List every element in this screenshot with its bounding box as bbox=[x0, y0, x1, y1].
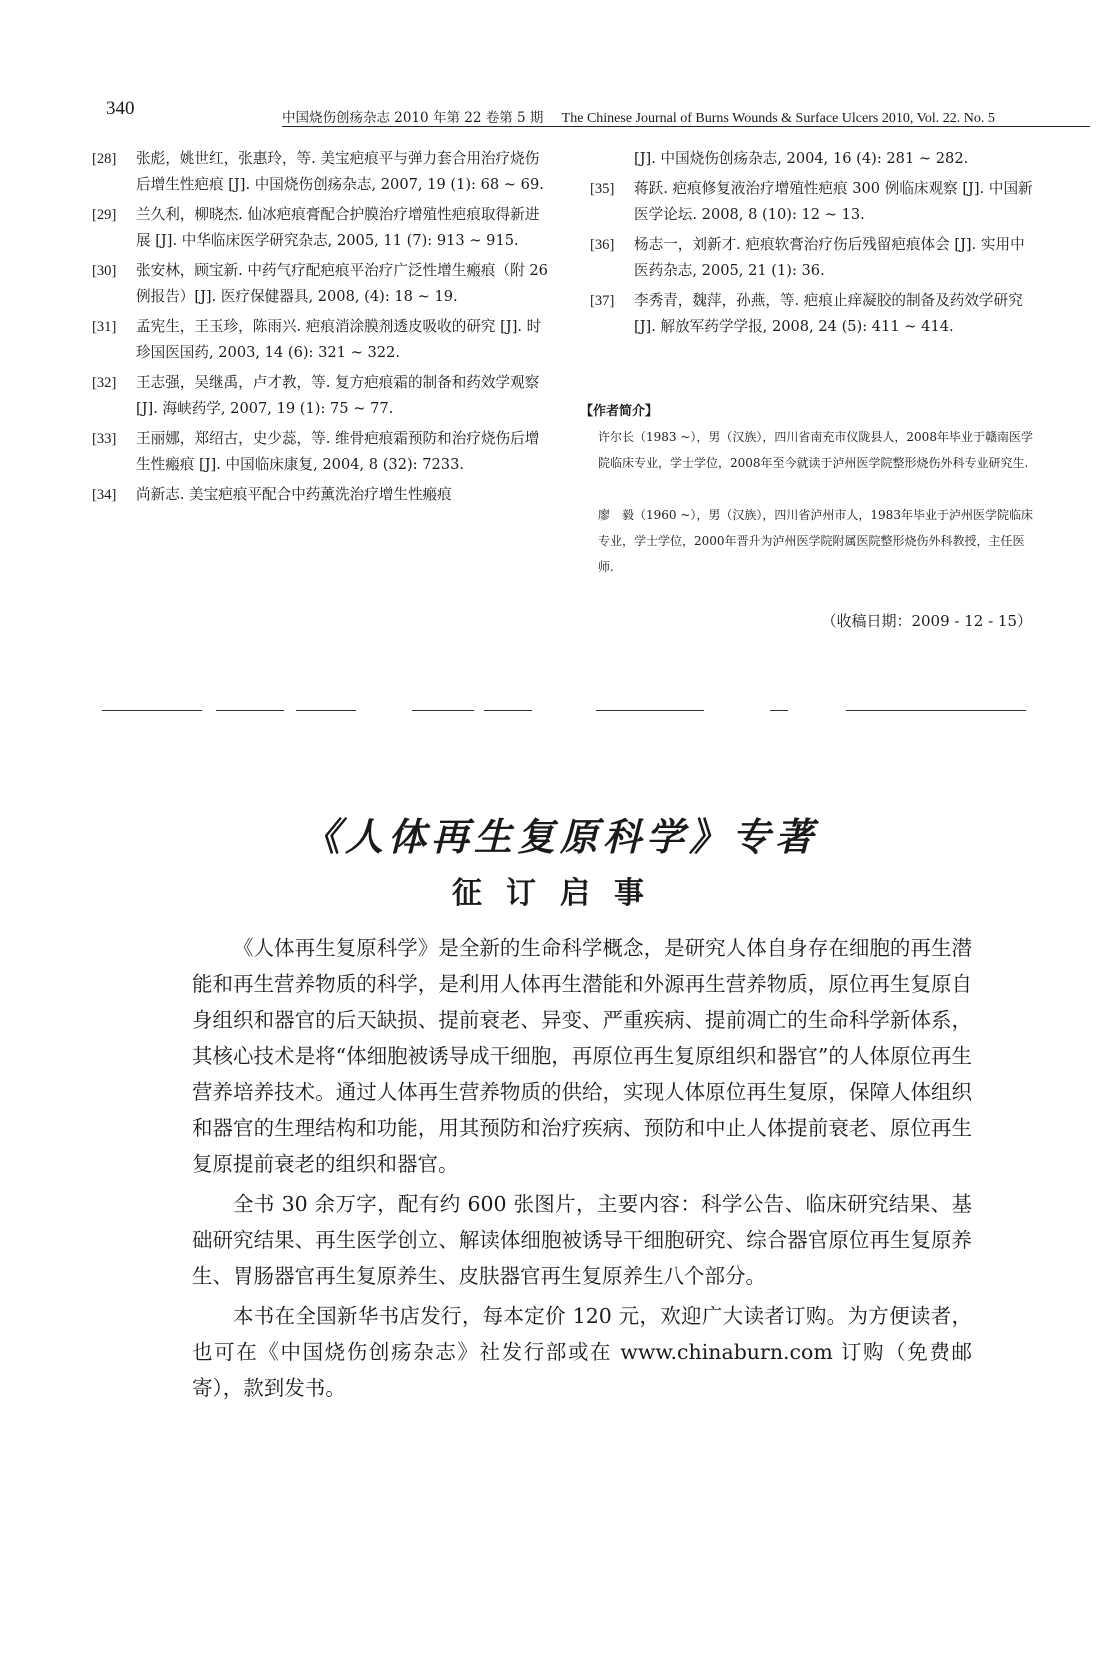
separator-line bbox=[102, 710, 202, 711]
reference-item bbox=[92, 258, 550, 310]
header-rule bbox=[282, 126, 1090, 127]
reference-number: [31] bbox=[92, 319, 117, 335]
reference-text: 李秀青，魏萍，孙燕，等. 疤痕止痒凝胶的制备及药效学研究 [J]. 解放军药学学报, 2008, 24 (5): 411 ~ 414. bbox=[634, 292, 1023, 335]
author-intro-paragraph: 许尔长（1983 ~），男（汉族），四川省南充市仪陇县人，2008年毕业于赣南医学院临床专业，学士学位，2008年至今就读于泸州医学院整形烧伤外科专业研究生. bbox=[598, 430, 1033, 470]
reference-number: [32] bbox=[92, 375, 117, 391]
announcement-subtitle: 征订启事 bbox=[452, 876, 668, 911]
reference-number: [36] bbox=[590, 237, 615, 253]
journal-title-en: The Chinese Journal of Burns Wounds & Surface Ulcers 2010, Vol. 22. No. 5 bbox=[561, 111, 995, 126]
announcement-paragraph: 全书 30 余万字，配有约 600 张图片，主要内容：科学公告、临床研究结果、基础研究结果、再生医学创立、解读体细胞被诱导干细胞研究、综合器官原位再生复原养生、胃肠器官再生复原养生、皮肤器官再生复原养生八个部分。 bbox=[192, 1192, 972, 1288]
separator-line bbox=[484, 710, 532, 711]
reference-item bbox=[92, 426, 550, 478]
reference-text: 尚新志. 美宝疤痕平配合中药薰洗治疗增生性瘢痕 bbox=[136, 486, 452, 503]
reference-item bbox=[590, 232, 1036, 284]
reference-text: 蒋跃. 疤痕修复液治疗增殖性疤痕 300 例临床观察 [J]. 中国新医学论坛. 2008, 8 (10): 12 ~ 13. bbox=[634, 180, 1033, 223]
journal-title-cn: 中国烧伤创疡杂志 2010 年第 22 卷第 5 期 bbox=[282, 110, 544, 126]
separator-line bbox=[296, 710, 356, 711]
reference-number: [35] bbox=[590, 181, 615, 197]
separator-line bbox=[412, 710, 474, 711]
reference-number: [29] bbox=[92, 207, 117, 223]
page-number: 340 bbox=[106, 98, 135, 119]
announcement-paragraph: 本书在全国新华书店发行，每本定价 120 元，欢迎广大读者订购。为方便读者，也可在《中国烧伤创疡杂志》社发行部或在 www.chinaburn.com 订购（免费邮寄），款到发书。 bbox=[192, 1304, 972, 1400]
reference-number: [34] bbox=[92, 487, 117, 503]
reference-text: 兰久利，柳晓杰. 仙冰疤痕膏配合护膜治疗增殖性疤痕取得新进展 [J]. 中华临床医学研究杂志, 2005, 11 (7): 913 ~ 915. bbox=[136, 206, 540, 249]
references-right-column bbox=[590, 146, 1036, 344]
reference-text: 张彪，姚世红，张惠玲，等. 美宝疤痕平与弹力套合用治疗烧伤后增生性疤痕 [J]. 中国烧伤创疡杂志, 2007, 19 (1): 68 ~ 69. bbox=[136, 150, 544, 193]
separator-line bbox=[216, 710, 284, 711]
separator-line bbox=[596, 710, 704, 711]
reference-text: 王志强，吴继禹，卢才教，等. 复方疤痕霜的制备和药效学观察 [J]. 海峡药学, 2007, 19 (1): 75 ~ 77. bbox=[136, 374, 540, 417]
author-intro-heading: 【作者简介】 bbox=[580, 404, 659, 419]
reference-text: 杨志一，刘新才. 疤痕软膏治疗伤后残留疤痕体会 [J]. 实用中医药杂志, 2005, 21 (1): 36. bbox=[634, 236, 1025, 279]
reference-item bbox=[92, 202, 550, 254]
reference-text: [J]. 中国烧伤创疡杂志, 2004, 16 (4): 281 ~ 282. bbox=[634, 150, 969, 167]
reference-number: [37] bbox=[590, 293, 615, 309]
reference-item bbox=[92, 482, 550, 508]
author-intro-paragraph: 廖 毅（1960 ~），男（汉族），四川省泸州市人，1983年毕业于泸州医学院临床专业，学士学位，2000年晋升为泸州医学院附属医院整形烧伤外科教授，主任医师. bbox=[598, 508, 1033, 574]
running-head bbox=[282, 106, 995, 127]
reference-continuation bbox=[590, 146, 1036, 172]
received-date: （收稿日期：2009 - 12 - 15） bbox=[821, 612, 1032, 630]
reference-number: [30] bbox=[92, 263, 117, 279]
reference-item bbox=[92, 146, 550, 198]
announcement-title: 《人体再生复原科学》专著 bbox=[301, 814, 818, 859]
references-left-column bbox=[92, 146, 550, 512]
reference-item bbox=[590, 288, 1036, 340]
reference-text: 王丽娜，郑绍古，史少蕊，等. 维骨疤痕霜预防和治疗烧伤后增生性瘢痕 [J]. 中国临床康复, 2004, 8 (32): 7233. bbox=[136, 430, 540, 473]
reference-item bbox=[590, 176, 1036, 228]
reference-item bbox=[92, 314, 550, 366]
reference-text: 张安林，顾宝新. 中药气疗配疤痕平治疗广泛性增生瘢痕（附 26 例报告）[J]. 医疗保健器具, 2008, (4): 18 ~ 19. bbox=[136, 262, 548, 305]
separator-line bbox=[846, 710, 1026, 711]
separator-line bbox=[770, 710, 788, 711]
announcement-paragraph: 《人体再生复原科学》是全新的生命科学概念，是研究人体自身存在细胞的再生潜能和再生营养物质的科学，是利用人体再生潜能和外源再生营养物质，原位再生复原自身组织和器官的后天缺损、提前衰老、异变、严重疾病、提前凋亡的生命科学新体系，其核心技术是将“体细胞被诱导成干细胞，再原位再生复原组织和器官”的人体原位再生营养培养技术。通过人体再生营养物质的供给，实现人体原位再生复原，保障人体组织和器官的生理结构和功能，用其预防和治疗疾病、预防和中止人体提前衰老、原位再生复原提前衰老的组织和器官。 bbox=[192, 936, 972, 1176]
reference-item bbox=[92, 370, 550, 422]
announcement-body bbox=[192, 930, 972, 1410]
reference-number: [28] bbox=[92, 151, 117, 167]
reference-text: 孟宪生，王玉珍，陈雨兴. 疤痕消涂膜剂透皮吸收的研究 [J]. 时珍国医国药, 2003, 14 (6): 321 ~ 322. bbox=[136, 318, 542, 361]
reference-number: [33] bbox=[92, 431, 117, 447]
